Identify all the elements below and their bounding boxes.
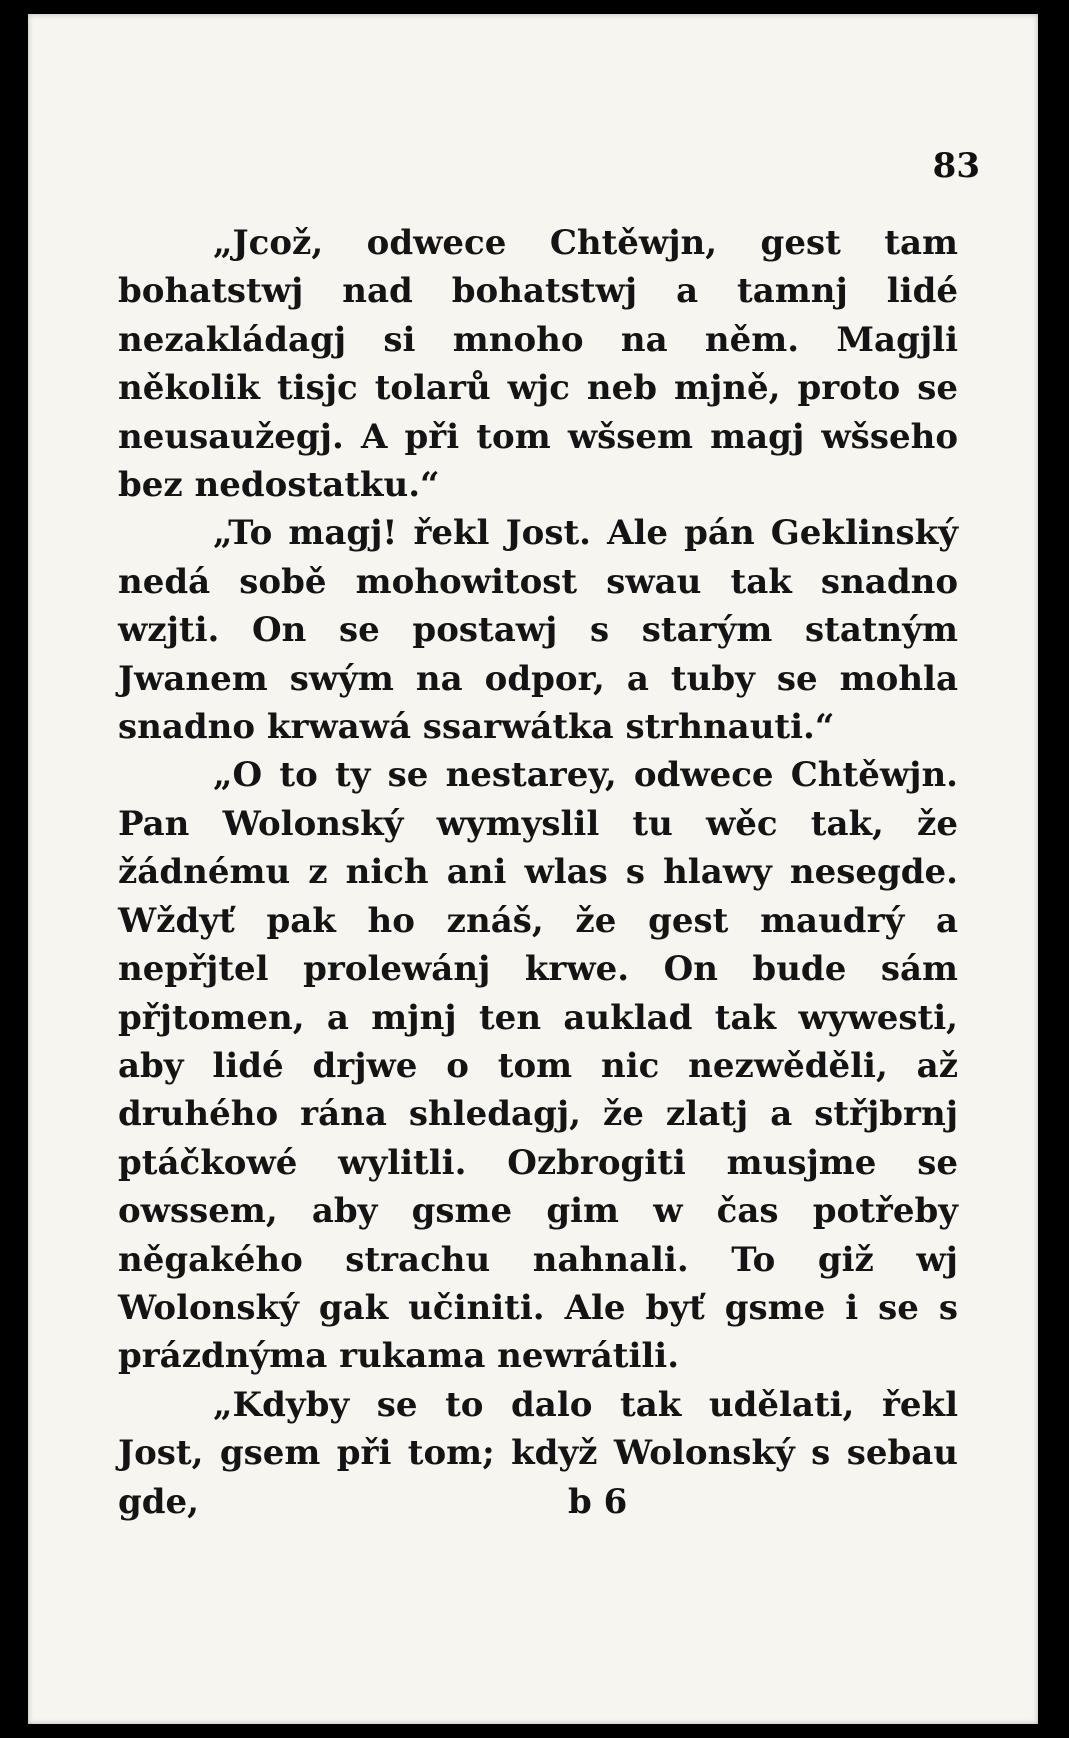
signature-mark: b 6	[568, 1482, 628, 1522]
paragraph: „To magj! řekl Jost. Ale pán Geklinský nedá sobě mohowitost swau tak snadno wzjti. On se postawj s starým statným Jwanem swým na odpor, a tuby se mohla snadno krwawá ssarwátka strhnauti.“	[118, 513, 958, 748]
page-number: 83	[932, 146, 980, 186]
paragraph: „O to ty se nestarey, odwece Chtěwjn. Pan Wolonský wymyslil tu wěc tak, že žádnému z nich ani wlas s hlawy nesegde. Wždyť pak ho znáš, že gest maudrý a nepřjtel prolewánj krwe. On bude sám přjtomen, a mjnj ten auklad tak wywesti, aby lidé drjwe o tom nic nezwěděli, až druhého rána shledagj, že zlatj a střjbrnj ptáčkowé wylitli. Ozbrogiti musjme se owssem, aby gsme gim w čas potřeby něgakého strachu nahnali. To giž wj Wolonský gak učiniti. Ale byť gsme i se s prázdnýma rukama newrátili.	[118, 755, 958, 1377]
book-page	[28, 14, 1038, 1724]
paragraph: „Kdyby se to dalo tak udělati, řekl Jost, gsem při tom; když Wolonský s sebau gde,	[118, 1384, 958, 1522]
paragraph: „Jcož, odwece Chtěwjn, gest tam bohatstwj nad bohatstwj a tamnj lidé nezakládagj si mnoho na něm. Magjli několik tisjc tolarů wjc neb mjně, proto se neusaužegj. A při tom wšsem magj wšseho bez nedostatku.“	[118, 223, 958, 506]
body-text	[118, 219, 958, 1526]
